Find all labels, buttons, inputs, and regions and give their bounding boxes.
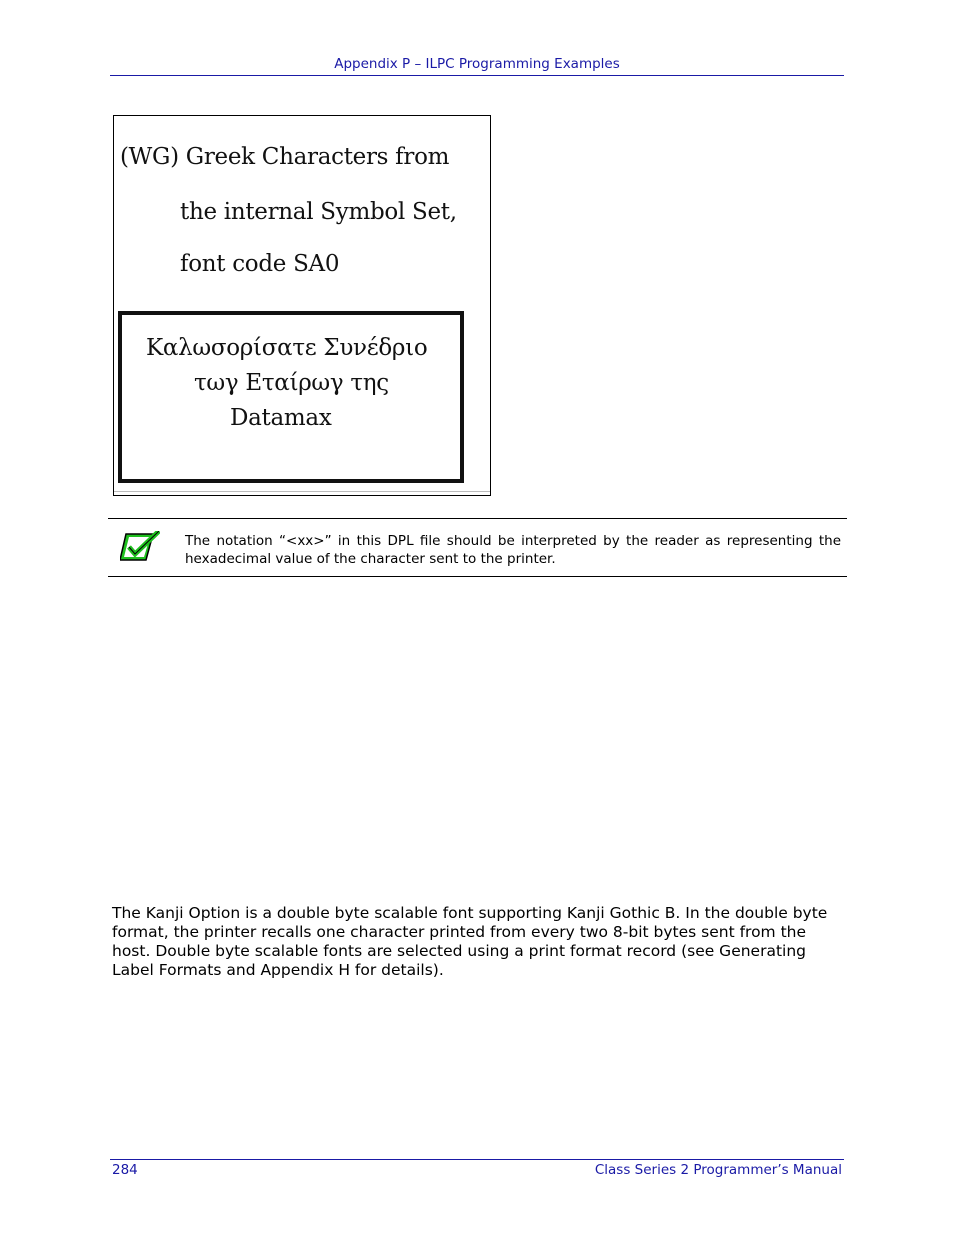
greek-line-1: Καλωσορίσατε Συνέδριο xyxy=(146,335,428,361)
sample-line-3: font code SA0 xyxy=(180,251,340,277)
footer-divider xyxy=(110,1159,844,1160)
sample-line-2: the internal Symbol Set, xyxy=(180,199,457,225)
greek-sample-label-figure xyxy=(113,115,491,496)
header-divider xyxy=(110,75,844,76)
figure-bottom-rule xyxy=(114,491,490,492)
greek-text-box xyxy=(118,311,464,483)
manual-title: Class Series 2 Programmer’s Manual xyxy=(594,1162,842,1178)
page-number: 284 xyxy=(112,1162,138,1178)
sample-line-1: (WG) Greek Characters from xyxy=(120,144,450,170)
note-check-icon xyxy=(120,531,160,563)
kanji-option-paragraph: The Kanji Option is a double byte scalable font supporting Kanji Gothic B. In the double byte format, the printer recalls one character printed from every two 8-bit bytes sent from the host. Double byte scalable fonts are selected using a print format record (see Generating Label Formats and Appendix H for details). xyxy=(112,904,828,979)
note-text: The notation “<xx>” in this DPL file should be interpreted by the reader as representing the hexadecimal value of the character sent to the printer. xyxy=(185,533,841,567)
page-header-title: Appendix P – ILPC Programming Examples xyxy=(334,56,620,72)
note-block xyxy=(108,518,847,577)
greek-line-3: Datamax xyxy=(230,405,332,431)
greek-line-2: τωγ Εταίρωγ της xyxy=(194,370,389,396)
